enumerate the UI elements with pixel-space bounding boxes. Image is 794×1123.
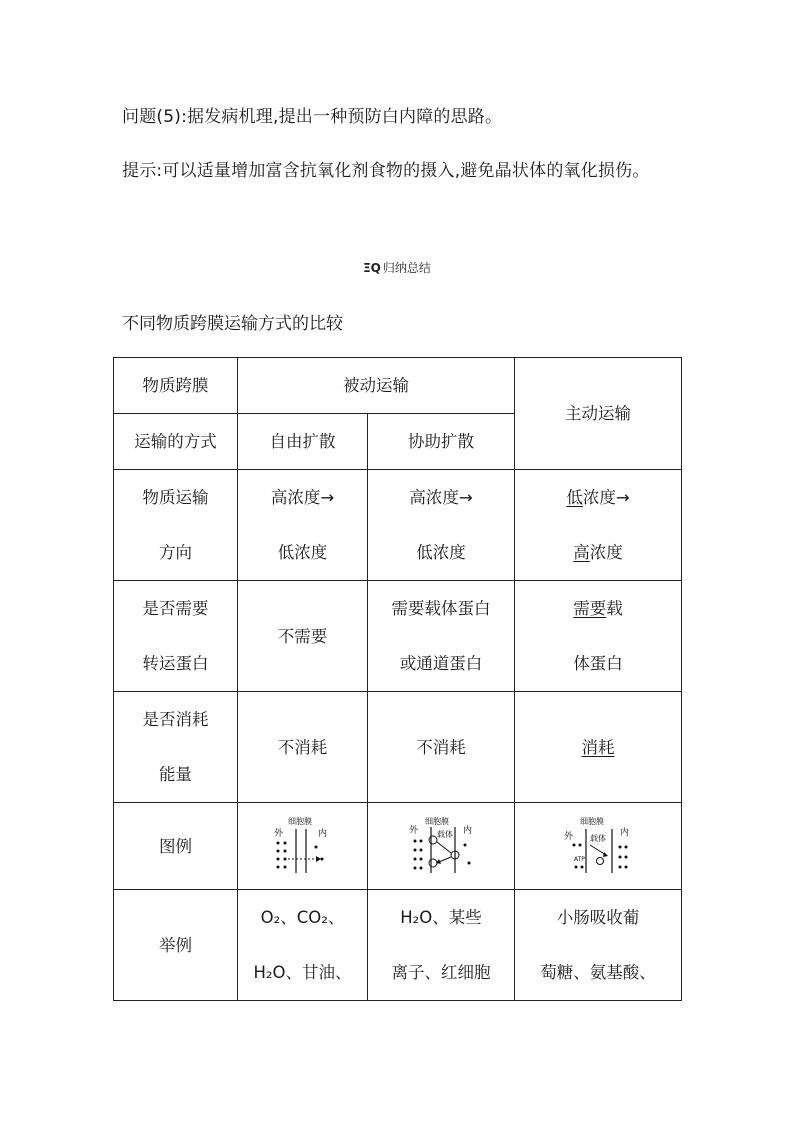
carrier-protein [597, 858, 604, 865]
row-label-direction [114, 470, 238, 581]
protein-simple: 不需要 [238, 581, 368, 692]
summary-label: 归纳总结 [382, 261, 431, 275]
direction-facilitated-2: 低浓度 [416, 543, 466, 562]
summary-icon: ΞQ [363, 261, 381, 275]
hint-text: 提示:可以适量增加富含抗氧化剂食物的摄入,避免晶状体的氧化损伤。 [122, 161, 650, 181]
energy-active [515, 692, 682, 803]
arrow-head [316, 856, 321, 862]
transport-arrow-2 [439, 857, 451, 862]
examples-active-2: 萄糖、氨基酸、 [540, 963, 656, 982]
examples-simple-2: H₂O、甘油、 [253, 963, 352, 982]
carrier-label: 载体 [437, 830, 453, 839]
active-transport-diagram [560, 815, 636, 877]
examples-facilitated-1: H₂O、某些 [400, 908, 482, 927]
examples-facilitated-2: 离子、红细胞 [391, 963, 491, 982]
header-passive: 被动运输 [238, 358, 515, 414]
energy-simple: 不消耗 [238, 692, 368, 803]
question-text: 问题(5):据发病机理,提出一种预防白内障的思路。 [122, 107, 503, 127]
carrier-label: 载体 [590, 834, 606, 843]
protein-active-2: 体蛋白 [573, 654, 623, 673]
protein-facilitated [368, 581, 515, 692]
direction-facilitated [368, 470, 515, 581]
inside-label: 内 [317, 829, 327, 839]
direction-simple-2: 低浓度 [277, 543, 328, 562]
row-label-energy [114, 692, 238, 803]
table-title: 不同物质跨膜运输方式的比较 [122, 314, 343, 334]
header-facilitated-diffusion: 协助扩散 [368, 414, 515, 470]
protein-facilitated-1: 需要载体蛋白 [391, 599, 491, 618]
direction-active-1-rest: 浓度→ [582, 488, 630, 507]
examples-active-1: 小肠吸收葡 [556, 908, 640, 927]
direction-simple [238, 470, 368, 581]
facilitated-diffusion-diagram [403, 815, 479, 877]
examples-simple-1: O₂、CO₂、 [260, 908, 345, 927]
membrane-label: 细胞膜 [425, 817, 449, 826]
header-simple-diffusion: 自由扩散 [238, 414, 368, 470]
direction-active-2-rest: 浓度 [589, 543, 623, 562]
protein-active-need: 需要 [573, 599, 607, 618]
energy-active-value: 消耗 [581, 737, 615, 757]
header-active: 主动运输 [515, 358, 682, 470]
direction-active-high: 高 [573, 543, 590, 562]
diagram-facilitated-cell [368, 803, 515, 890]
molecules-outside [276, 842, 286, 869]
protein-active [515, 581, 682, 692]
row-label-examples: 举例 [114, 890, 238, 1001]
direction-facilitated-1: 高浓度→ [409, 488, 473, 507]
inside-label: 内 [620, 828, 630, 838]
carrier-protein-top [429, 836, 437, 844]
membrane-label: 细胞膜 [580, 817, 604, 826]
direction-active-low: 低 [566, 488, 583, 507]
molecules [414, 840, 471, 870]
protein-active-1-rest: 载 [606, 599, 623, 618]
outside-label: 外 [564, 832, 574, 842]
protein-label-2: 转运蛋白 [142, 654, 209, 673]
simple-diffusion-diagram [268, 815, 338, 877]
direction-simple-1: 高浓度→ [270, 488, 335, 507]
transport-arrow-1 [437, 842, 451, 853]
protein-label-1: 是否需要 [142, 599, 209, 618]
arrow-head [603, 852, 608, 857]
atp-label: ATP [574, 856, 585, 863]
diagram-active-cell [515, 803, 682, 890]
row-label-protein [114, 581, 238, 692]
energy-label-1: 是否消耗 [142, 710, 209, 729]
outside-label: 外 [409, 826, 419, 836]
summary-heading [0, 259, 794, 276]
protein-facilitated-2: 或通道蛋白 [399, 654, 483, 673]
direction-active [515, 470, 682, 581]
comparison-table [113, 357, 682, 1001]
direction-label-1: 物质运输 [142, 488, 209, 507]
examples-simple [238, 890, 368, 1001]
energy-label-2: 能量 [159, 765, 192, 784]
carrier-protein-bottom [429, 859, 437, 867]
diagram-simple-cell [238, 803, 368, 890]
outside-label: 外 [273, 829, 283, 839]
transport-arrow [590, 845, 606, 855]
header-label-bottom: 运输的方式 [114, 414, 238, 470]
membrane-label: 细胞膜 [287, 817, 312, 826]
header-label-top: 物质跨膜 [114, 358, 238, 414]
inside-label: 内 [463, 826, 473, 836]
row-label-diagram: 图例 [114, 803, 238, 890]
examples-active [515, 890, 682, 1001]
direction-label-2: 方向 [159, 543, 192, 562]
energy-facilitated: 不消耗 [368, 692, 515, 803]
examples-facilitated [368, 890, 515, 1001]
